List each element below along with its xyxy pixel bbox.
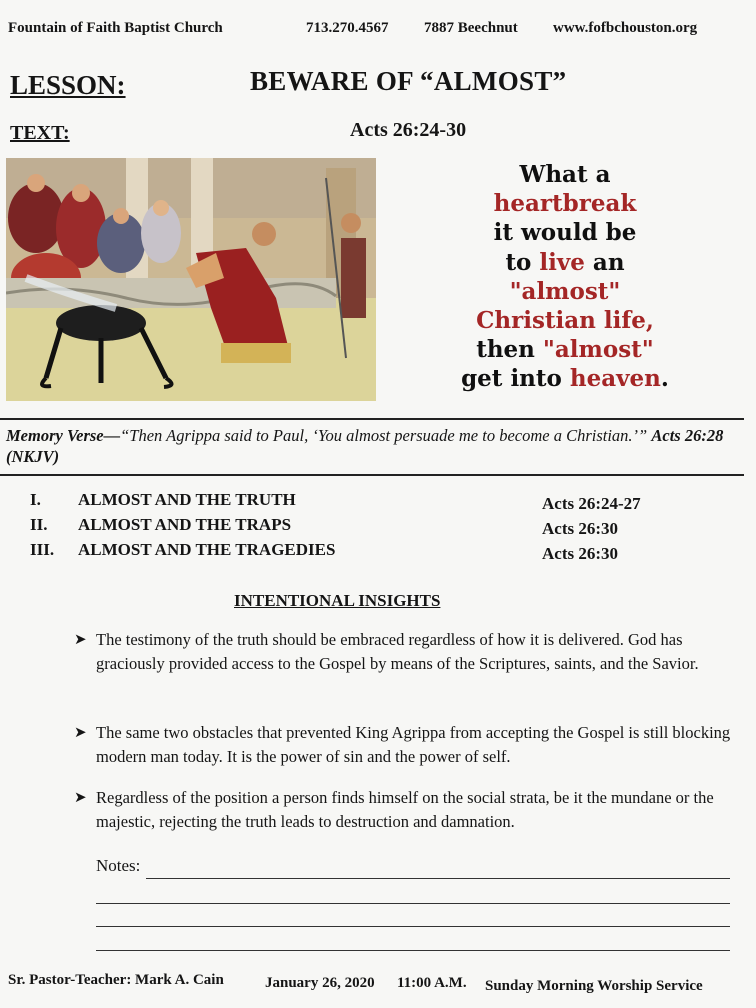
text-reference: Acts 26:24-30: [350, 119, 467, 141]
quote-word-to: to: [505, 248, 532, 276]
outline-title: ALMOST AND THE TRAGEDIES: [78, 540, 336, 559]
outline-number: I.: [30, 490, 41, 509]
divider-top: [0, 418, 744, 420]
insight-text: The testimony of the truth should be embraced regardless of how it is delivered. God has graciously provided access to the Gospel by means of the Scriptures, saints, and the Savior.: [96, 630, 699, 673]
footer-date: January 26, 2020: [265, 975, 375, 991]
quote-word-an: an: [592, 248, 625, 276]
arrow-bullet-icon: ➤: [74, 790, 87, 806]
outline-ref-3: Acts 26:30: [542, 544, 619, 563]
outline-number: II.: [30, 515, 48, 534]
outline-title: ALMOST AND THE TRUTH: [78, 490, 296, 509]
outline-ref-2: Acts 26:30: [542, 519, 619, 538]
quote-word-almost: "almost": [542, 336, 654, 364]
quote-line-7: [400, 335, 730, 364]
quote-word-live: live: [539, 248, 585, 276]
outline-ref-1: Acts 26:24-27: [542, 494, 641, 513]
quote-line-2: heartbreak: [493, 190, 637, 218]
heartbreak-quote: [400, 160, 730, 394]
outline-item-1: [30, 490, 296, 510]
outline-title: ALMOST AND THE TRAPS: [78, 515, 292, 534]
memory-verse: [6, 425, 736, 467]
painting-illustration: [6, 158, 376, 401]
notes-line-4[interactable]: [96, 950, 730, 951]
outline-item-3: [30, 540, 335, 560]
notes-line-1[interactable]: [146, 878, 730, 879]
church-address: 7887 Beechnut: [424, 20, 518, 36]
insight-item-1: [74, 628, 724, 702]
notes-line-3[interactable]: [96, 926, 730, 927]
quote-line-1: What a: [519, 161, 611, 188]
quote-word-then: then: [476, 336, 535, 364]
footer-pastor: Sr. Pastor-Teacher: Mark A. Cain: [8, 972, 224, 988]
outline-number: III.: [30, 540, 55, 559]
footer-time: 11:00 A.M.: [397, 975, 467, 991]
notes-line-2[interactable]: [96, 903, 730, 904]
church-phone: 713.270.4567: [306, 20, 389, 36]
arrow-bullet-icon: ➤: [74, 725, 87, 741]
insights-title: INTENTIONAL INSIGHTS: [234, 591, 441, 610]
arrow-bullet-icon: ➤: [74, 632, 87, 648]
quote-line-6: Christian life,: [476, 307, 654, 335]
lesson-label: LESSON:: [10, 70, 126, 100]
quote-line-8: [400, 364, 730, 393]
notes-label: Notes:: [96, 856, 141, 875]
church-name: Fountain of Faith Baptist Church: [8, 20, 223, 36]
insight-text: Regardless of the position a person finds himself on the social strata, be it the mundane or the majestic, rejecting the truth leads to destruction and damnation.: [96, 788, 714, 831]
outline-item-2: [30, 515, 291, 535]
insight-item-3: [74, 786, 724, 836]
church-website: www.fofbchouston.org: [553, 20, 698, 36]
text-label: TEXT:: [10, 122, 70, 144]
divider-bottom: [0, 474, 744, 476]
quote-line-5: "almost": [509, 277, 621, 305]
memory-verse-label: Memory Verse—: [6, 426, 121, 445]
memory-verse-reference: Acts 26:28 (NKJV): [6, 426, 724, 466]
paul-before-agrippa-painting: [6, 158, 376, 401]
quote-word-heaven: heaven: [569, 365, 661, 393]
footer-service: Sunday Morning Worship Service: [485, 978, 703, 994]
quote-line-3: it would be: [493, 219, 637, 247]
insight-text: The same two obstacles that prevented King Agrippa from accepting the Gospel is still blocking modern man today. It is the power of sin and the power of self.: [96, 723, 731, 766]
quote-line-4: [400, 248, 730, 277]
memory-verse-text: “Then Agrippa said to Paul, ‘You almost persuade me to become a Christian.’”: [120, 426, 648, 445]
lesson-title: BEWARE OF “ALMOST”: [250, 66, 567, 96]
quote-period: .: [660, 365, 669, 393]
quote-word-get-into: get into: [461, 365, 562, 393]
insight-item-2: [74, 721, 731, 771]
